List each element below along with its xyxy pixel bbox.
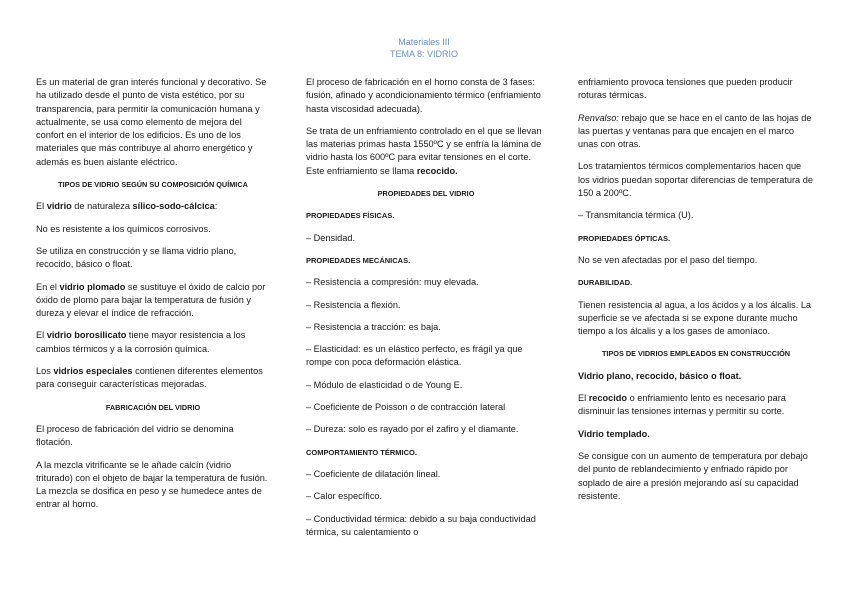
item-compresion: – Resistencia a compresión: muy elevada.	[306, 277, 479, 288]
durabilidad-paragraph: Tienen resistencia al agua, a los ácidos y a los álcalis. La superficie se ve afectada si se expone durante mucho tiempo a los álcalis y a los gases de amoníaco.	[578, 299, 812, 337]
section-heading-construccion: TIPOS DE VIDRIOS EMPLEADOS EN CONSTRUCCIÓN	[601, 349, 791, 359]
recocido-paragraph-2: El recocido o enfriamiento lento es necesario para disminuir las tensiones internas y permitir su corte.	[578, 393, 786, 417]
plomado-paragraph: En el vidrio plomado se sustituye el óxido de calcio por óxido de plomo para bajar la temperatura de fusión y dureza y elevar el índice de refracción.	[36, 281, 266, 319]
renvalso-paragraph: Renvalso: rebajo que se hace en el canto de las hojas de las puertas y ventanas para que encajen en el marco unas con otras.	[578, 112, 812, 150]
label-termico: COMPORTAMIENTO TÉRMICO.	[306, 447, 417, 457]
subject-title: Materiales III	[398, 37, 450, 47]
item-calor: – Calor específico.	[306, 491, 383, 502]
column-2	[306, 76, 546, 548]
opticas-paragraph: No se ven afectadas por el paso del tiempo.	[578, 254, 758, 265]
tratamientos-paragraph: Los tratamientos térmicos complementarios hacen que los vidrios puedan soportar diferencias de temperatura de 150 a 200ºC.	[578, 161, 813, 199]
item-flexion: – Resistencia a flexión.	[306, 299, 401, 310]
item-dilatacion: – Coeficiente de dilatación lineal.	[306, 468, 441, 479]
sodo-calcica-paragraph: El vidrio de naturaleza sílico-sodo-cálcica:	[36, 201, 218, 212]
item-dureza: – Dureza: solo es rayado por el zafiro y el diamante.	[306, 424, 519, 435]
label-opticas: PROPIEDADES ÓPTICAS.	[578, 233, 671, 243]
label-durabilidad: DURABILIDAD.	[578, 278, 633, 288]
recocido-paragraph: Se trata de un enfriamiento controlado en el que se llevan las materias primas hasta 1550ºC y se enfría la lámina de vidrio hasta los 600ºC para evitar tensiones en el corte. Este enfriamiento se llama recocido.	[306, 125, 542, 176]
section-heading-propiedades: PROPIEDADES DEL VIDRIO	[377, 189, 475, 199]
item-conductividad: – Conductividad térmica: debido a su baja conductividad térmica, su calentamiento o	[306, 513, 536, 537]
vidrio-plano-heading: Vidrio plano, recocido, básico o float.	[578, 370, 742, 381]
sodo-calcica-use: Se utiliza en construcción y se llama vidrio plano, recocido, básico o float.	[36, 245, 237, 270]
column-1	[36, 76, 270, 521]
templado-paragraph: Se consigue con un aumento de temperatura por debajo del punto de reblandecimiento y enfriado rápido por soplado de aire a presión mejorando así su capacidad resistente.	[578, 450, 808, 501]
item-transmitancia: – Transmitancia térmica (U).	[578, 210, 694, 221]
label-mecanicas: PROPIEDADES MECÁNICAS.	[306, 255, 411, 265]
item-young: – Módulo de elasticidad o de Young E.	[306, 379, 463, 390]
section-heading-fabricacion: FABRICACIÓN DEL VIDRIO	[105, 402, 201, 412]
sodo-calcica-resistance: No es resistente a los químicos corrosivos.	[36, 223, 211, 234]
intro-paragraph: Es un material de gran interés funcional y decorativo. Se ha utilizado desde el punto de vista estético, por su transparencia, para permitir la comunicación humana y actualmente, se usa como elemento de mejora del confort en el interior de los edificios. Es uno de los materiales que más contribuye al ahorro energético y además es buen aislante eléctrico.	[36, 77, 267, 167]
especiales-paragraph: Los vidrios especiales contienen diferentes elementos para conseguir características mejoradas.	[36, 366, 263, 390]
item-poisson: – Coeficiente de Poisson o de contracción lateral	[306, 402, 506, 413]
label-fisicas: PROPIEDADES FÍSICAS.	[306, 211, 395, 221]
item-densidad: – Densidad.	[306, 232, 356, 243]
topic-title: TEMA 8: VIDRIO	[389, 49, 458, 59]
flotacion-paragraph: El proceso de fabricación del vidrio se denomina flotación.	[36, 423, 234, 448]
conductividad-continued: enfriamiento provoca tensiones que pueden producir roturas térmicas.	[578, 77, 793, 101]
column-3	[578, 76, 814, 512]
page-header	[0, 36, 848, 60]
borosilicato-paragraph: El vidrio borosilicato tiene mayor resistencia a los cambios térmicos y a la corrosión química.	[36, 330, 246, 354]
section-heading-tipos: TIPOS DE VIDRIO SEGÚN SU COMPOSICIÓN QUÍMICA	[58, 180, 248, 190]
item-traccion: – Resistencia a tracción: es baja.	[306, 321, 441, 332]
item-elasticidad: – Elasticidad: es un elástico perfecto, es frágil ya que rompe con poca deformación elástica.	[306, 344, 523, 368]
mezcla-paragraph: A la mezcla vitrificante se le añade calcín (vidrio triturado) con el objeto de bajar la temperatura de fusión. La mezcla se dosifica en peso y se humedece antes de entrar al horno.	[36, 459, 268, 510]
horno-paragraph: El proceso de fabricación en el horno consta de 3 fases: fusión, afinado y acondicionamiento térmico (enfriamiento hasta viscosidad adecuada).	[306, 77, 541, 114]
vidrio-templado-heading: Vidrio templado.	[578, 428, 650, 439]
